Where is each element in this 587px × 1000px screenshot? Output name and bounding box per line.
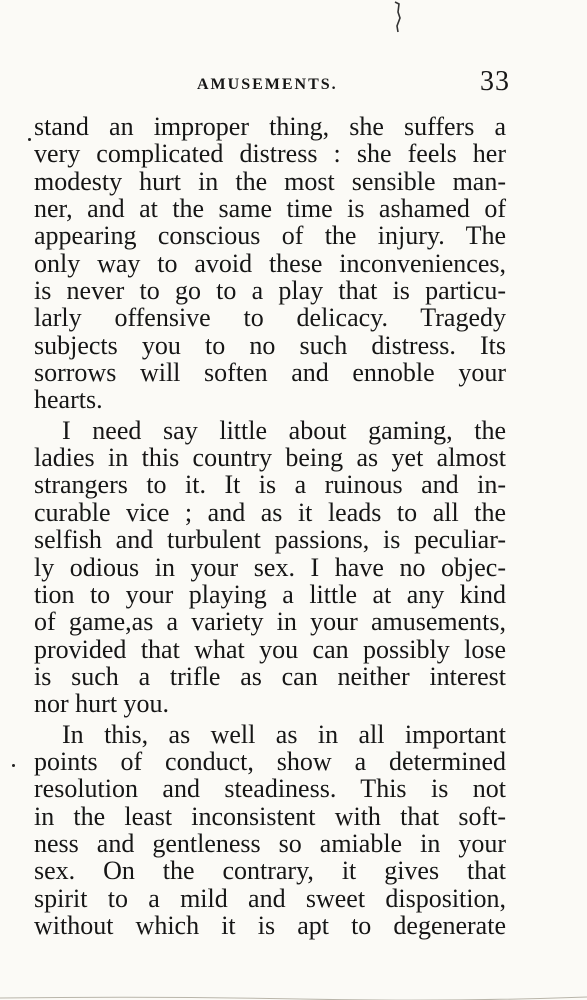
text-line: in the least inconsistent with that soft-	[34, 801, 506, 831]
text-line: is never to go to a play that is particu-	[34, 276, 506, 306]
text-line: provided that what you can possibly lose	[34, 634, 506, 664]
text-line: selfish and turbulent passions, is peculiar-	[34, 525, 506, 555]
text-line: stand an improper thing, she suffers a	[34, 112, 506, 141]
body-text	[34, 113, 506, 939]
ink-speck	[28, 138, 31, 141]
text-line: of game,as a variety in your amusements,	[34, 607, 506, 637]
text-line: resolution and steadiness. This is not	[34, 774, 506, 804]
text-line: I need say little about gaming, the	[62, 415, 506, 445]
text-line: tion to your playing a little at any kind	[34, 579, 506, 609]
paragraph	[34, 113, 506, 414]
text-line: nor hurt you.	[34, 689, 170, 719]
text-line: sex. On the contrary, it gives that	[34, 856, 506, 886]
text-line: subjects you to no such distress. Its	[34, 330, 506, 360]
paragraph	[34, 721, 506, 940]
page-header	[0, 64, 587, 104]
text-line: points of conduct, show a determined	[34, 746, 506, 776]
text-line: without which it is apt to degenerate	[34, 910, 506, 940]
text-line: curable vice ; and as it leads to all the	[34, 497, 506, 527]
text-line: ner, and at the same time is ashamed of	[34, 194, 506, 224]
page-number: 33	[480, 66, 510, 97]
text-line: ly odious in your sex. I have no objec-	[34, 552, 506, 582]
text-line: hearts.	[34, 385, 103, 415]
ink-mark	[390, 0, 404, 34]
text-line: modesty hurt in the most sensible man-	[34, 166, 506, 196]
text-line: very complicated distress : she feels her	[34, 139, 506, 169]
text-line: appearing conscious of the injury. The	[34, 221, 506, 251]
text-line: is such a trifle as can neither interest	[34, 661, 506, 691]
text-line: strangers to it. It is a ruinous and in-	[34, 470, 506, 500]
text-line: sorrows will soften and ennoble your	[34, 358, 506, 388]
text-line: In this, as well as in all important	[62, 719, 506, 749]
ink-speck	[12, 764, 15, 767]
text-line: ladies in this country being as yet almost	[34, 443, 506, 473]
running-head: AMUSEMENTS.	[197, 76, 338, 93]
text-line: larly offensive to delicacy. Tragedy	[34, 303, 506, 333]
text-line: spirit to a mild and sweet disposition,	[34, 883, 506, 913]
text-line: only way to avoid these inconveniences,	[34, 248, 506, 278]
paragraph	[34, 417, 506, 718]
page-edge	[0, 990, 587, 1000]
text-line: ness and gentleness so amiable in your	[34, 828, 506, 858]
